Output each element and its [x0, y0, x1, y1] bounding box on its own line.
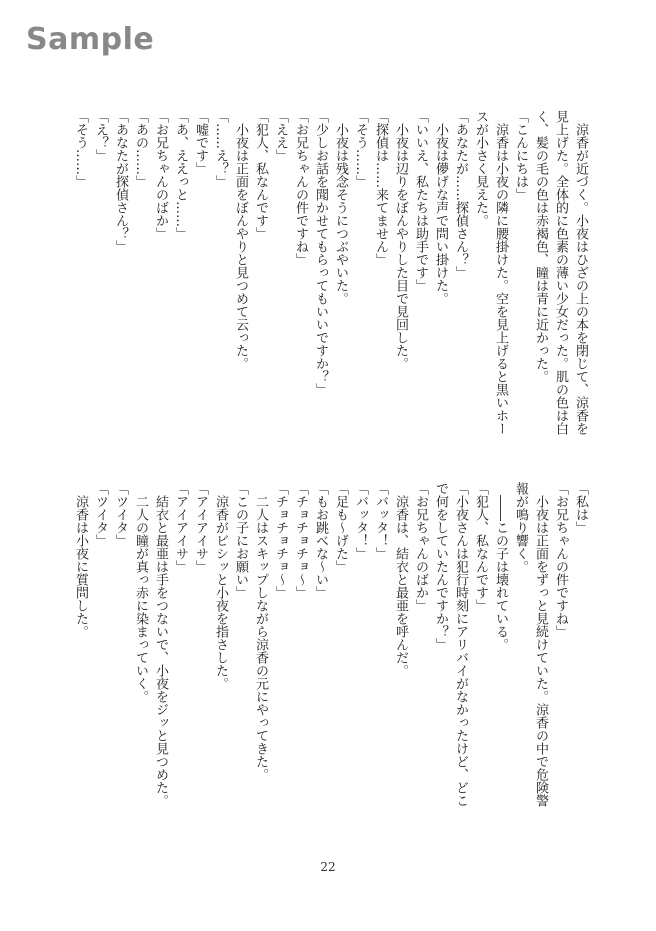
text-line: 涼香は小夜に質問した。 [73, 482, 88, 638]
text-line: で何をしていたんですか？」 [433, 482, 448, 651]
text-line: 「犯人、私なんです」 [253, 110, 268, 240]
text-line: 「足も～げた」 [333, 482, 348, 573]
text-line: 小夜は正面をずっと見続けていた。涼香の中で危険警 [533, 482, 548, 807]
text-line: ――この子は壊れている。 [493, 482, 508, 651]
lower-text-block [70, 482, 590, 827]
text-line: 「アイアイサ」 [193, 482, 208, 573]
text-line: 涼香がビシッと小夜を指さした。 [213, 482, 228, 690]
text-line: 「……え？」 [213, 110, 228, 188]
text-line: 小夜は儚げな声で問い掛けた。 [433, 110, 448, 305]
text-line: 「少しお話を聞かせてもらってもいいですか？」 [313, 110, 328, 396]
text-line: 「この子にお願い」 [233, 482, 248, 599]
text-line: 「ツイタ」 [113, 482, 128, 547]
page-number: 22 [320, 860, 336, 874]
text-line: 「あなたが……探偵さん？」 [453, 110, 468, 279]
text-line: 「嘘です」 [193, 110, 208, 175]
sample-watermark: Sample [26, 22, 155, 57]
upper-text-block [70, 110, 590, 455]
text-line: 「こんにちは」 [513, 110, 528, 201]
text-line: 「小夜さんは犯行時刻にアリバイがなかったけど、どこ [453, 482, 468, 807]
text-line: 二人はスキップしながら涼香の元にやってきた。 [253, 482, 268, 781]
text-line: 二人の瞳が真っ赤に染まっていく。 [133, 482, 148, 703]
text-line: 「アイアイサ」 [173, 482, 188, 573]
text-line: 「お兄ちゃんの件ですね」 [553, 482, 568, 638]
text-line: 「え？」 [93, 110, 108, 162]
text-line: 「お兄ちゃんのばか」 [413, 482, 428, 612]
text-line: 結衣と最亜は手をつないで、小夜をジッと見つめた。 [153, 482, 168, 807]
text-line: 「バッタ！」 [373, 482, 388, 560]
text-line: 「あの……」 [133, 110, 148, 188]
text-line: 「そう……」 [73, 110, 88, 188]
text-line: 小夜は辺りをぼんやりした目で見回した。 [393, 110, 408, 370]
text-line: 小夜は残念そうにつぶやいた。 [333, 110, 348, 305]
text-line: 涼香は、結衣と最亜を呼んだ。 [393, 482, 408, 677]
text-line: 「バッタ！」 [353, 482, 368, 560]
text-line: 「探偵は……来てません」 [373, 110, 388, 266]
text-line: 「いいえ、私たちは助手です」 [413, 110, 428, 292]
text-line: 「そう……」 [353, 110, 368, 188]
text-line: 「もお跳べな～い」 [313, 482, 328, 599]
text-line: 「あなたが探偵さん？」 [113, 110, 128, 253]
text-line: 見上げた。全体的に色素の薄い少女だった。肌の色は白 [553, 110, 568, 435]
text-line: 「犯人、私なんです」 [473, 482, 488, 612]
text-line: 「チョチョチョ～」 [293, 482, 308, 599]
text-line: 「私は」 [573, 482, 588, 534]
text-line: 「お兄ちゃんのばか」 [153, 110, 168, 240]
text-line: スが小さく見えた。 [473, 110, 488, 227]
text-line: 小夜は正面をぼんやりと見つめて云った。 [233, 110, 248, 370]
text-line: く、髪の毛の色は赤褐色、瞳は青に近かった。 [533, 110, 548, 383]
text-line: 報が鳴り響く。 [513, 482, 528, 573]
text-line: 「あ、ええっと……」 [173, 110, 188, 240]
text-line: 「ツイタ」 [93, 482, 108, 547]
text-line: 涼香が近づく。小夜はひざの上の本を閉じて、涼香を [573, 110, 588, 435]
text-line: 涼香は小夜の隣に腰掛けた。空を見上げると黒いホー [493, 110, 508, 435]
text-line: 「ええ」 [273, 110, 288, 162]
text-line: 「チョチョチョ～」 [273, 482, 288, 599]
text-line: 「お兄ちゃんの件ですね」 [293, 110, 308, 266]
